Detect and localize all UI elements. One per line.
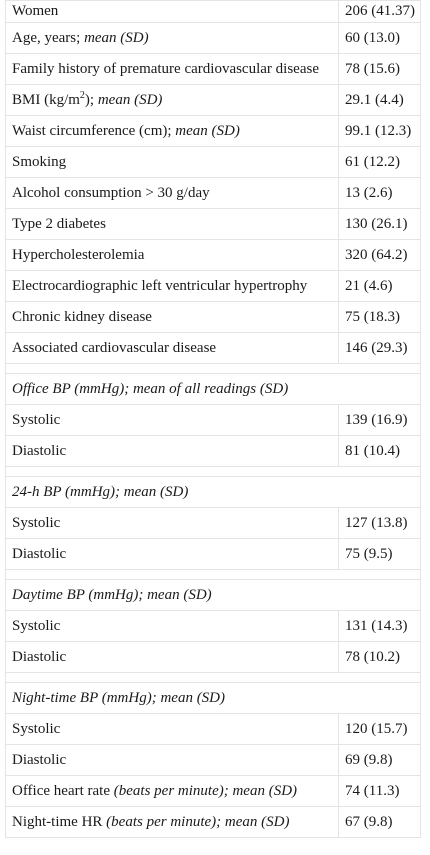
baseline-characteristics-table bbox=[5, 0, 421, 838]
row-value: 67 (9.8) bbox=[339, 807, 421, 838]
row-label: Smoking bbox=[6, 147, 339, 178]
table-row bbox=[6, 240, 421, 271]
row-value: 206 (41.37) bbox=[339, 1, 421, 23]
row-label: Type 2 diabetes bbox=[6, 209, 339, 240]
row-label bbox=[6, 776, 339, 807]
spacer-row bbox=[6, 570, 421, 580]
table-row bbox=[6, 436, 421, 467]
row-value: 74 (11.3) bbox=[339, 776, 421, 807]
row-label: Chronic kidney disease bbox=[6, 302, 339, 333]
row-value: 21 (4.6) bbox=[339, 271, 421, 302]
row-label: Women bbox=[6, 1, 339, 23]
row-label bbox=[6, 116, 339, 147]
row-label: Systolic bbox=[6, 508, 339, 539]
spacer-row bbox=[6, 673, 421, 683]
row-label: Systolic bbox=[6, 714, 339, 745]
table-row bbox=[6, 178, 421, 209]
row-label-text: Office heart rate bbox=[12, 782, 114, 799]
row-value: 69 (9.8) bbox=[339, 745, 421, 776]
row-value: 60 (13.0) bbox=[339, 23, 421, 54]
row-label-stat: mean (SD) bbox=[97, 91, 163, 108]
row-label-stat: (beats per minute); mean (SD) bbox=[106, 813, 290, 830]
section-heading-row bbox=[6, 580, 421, 611]
table-row bbox=[6, 642, 421, 673]
row-value: 320 (64.2) bbox=[339, 240, 421, 271]
spacer-row bbox=[6, 364, 421, 374]
row-label-text: Waist circumference (cm); bbox=[12, 122, 176, 139]
section-heading-row bbox=[6, 374, 421, 405]
table-row bbox=[6, 333, 421, 364]
row-value: 75 (18.3) bbox=[339, 302, 421, 333]
section-heading: Night-time BP (mmHg); mean (SD) bbox=[6, 683, 421, 714]
section-heading-row bbox=[6, 477, 421, 508]
table-row bbox=[6, 508, 421, 539]
row-label: Systolic bbox=[6, 611, 339, 642]
table-row bbox=[6, 611, 421, 642]
row-label: Diastolic bbox=[6, 745, 339, 776]
row-value: 81 (10.4) bbox=[339, 436, 421, 467]
row-label: Family history of premature cardiovascular disease bbox=[6, 54, 339, 85]
row-label: Systolic bbox=[6, 405, 339, 436]
section-heading-row bbox=[6, 683, 421, 714]
table-row bbox=[6, 54, 421, 85]
row-label-stat: mean (SD) bbox=[175, 122, 240, 139]
table-row bbox=[6, 116, 421, 147]
table-row bbox=[6, 85, 421, 116]
row-value: 13 (2.6) bbox=[339, 178, 421, 209]
table-row bbox=[6, 539, 421, 570]
row-value: 131 (14.3) bbox=[339, 611, 421, 642]
row-value: 130 (26.1) bbox=[339, 209, 421, 240]
row-value: 99.1 (12.3) bbox=[339, 116, 421, 147]
row-value: 29.1 (4.4) bbox=[339, 85, 421, 116]
row-label-stat: (beats per minute); mean (SD) bbox=[113, 782, 298, 799]
section-heading: Office BP (mmHg); mean of all readings (SD) bbox=[6, 374, 421, 405]
table-row bbox=[6, 807, 421, 838]
row-label bbox=[6, 85, 339, 116]
row-value: 127 (13.8) bbox=[339, 508, 421, 539]
row-label-stat: mean (SD) bbox=[84, 29, 149, 46]
row-label: Diastolic bbox=[6, 436, 339, 467]
row-label: Alcohol consumption > 30 g/day bbox=[6, 178, 339, 209]
table-row bbox=[6, 1, 421, 23]
row-label-text: Age, years; bbox=[12, 29, 85, 46]
row-label-text: BMI (kg/m bbox=[12, 91, 80, 108]
row-value: 78 (15.6) bbox=[339, 54, 421, 85]
table-row bbox=[6, 302, 421, 333]
section-heading: Daytime BP (mmHg); mean (SD) bbox=[6, 580, 421, 611]
table-row bbox=[6, 209, 421, 240]
spacer-row bbox=[6, 467, 421, 477]
table-row bbox=[6, 147, 421, 178]
row-value: 120 (15.7) bbox=[339, 714, 421, 745]
row-label: Diastolic bbox=[6, 539, 339, 570]
row-value: 146 (29.3) bbox=[339, 333, 421, 364]
table-row bbox=[6, 405, 421, 436]
row-value: 75 (9.5) bbox=[339, 539, 421, 570]
row-label-text: Night-time HR bbox=[12, 813, 107, 830]
table-row bbox=[6, 745, 421, 776]
row-label: Associated cardiovascular disease bbox=[6, 333, 339, 364]
row-label-text-end: ); bbox=[84, 91, 98, 108]
row-label: Electrocardiographic left ventricular hypertrophy bbox=[6, 271, 339, 302]
row-label: Diastolic bbox=[6, 642, 339, 673]
section-heading: 24-h BP (mmHg); mean (SD) bbox=[6, 477, 421, 508]
row-label bbox=[6, 807, 339, 838]
table-row bbox=[6, 714, 421, 745]
row-label: Hypercholesterolemia bbox=[6, 240, 339, 271]
baseline-characteristics-table-container bbox=[5, 0, 420, 838]
row-value: 78 (10.2) bbox=[339, 642, 421, 673]
row-label bbox=[6, 23, 339, 54]
row-value: 139 (16.9) bbox=[339, 405, 421, 436]
row-value: 61 (12.2) bbox=[339, 147, 421, 178]
table-row bbox=[6, 776, 421, 807]
table-row bbox=[6, 271, 421, 302]
row-label-superscript: 2 bbox=[79, 89, 85, 101]
table-row bbox=[6, 23, 421, 54]
